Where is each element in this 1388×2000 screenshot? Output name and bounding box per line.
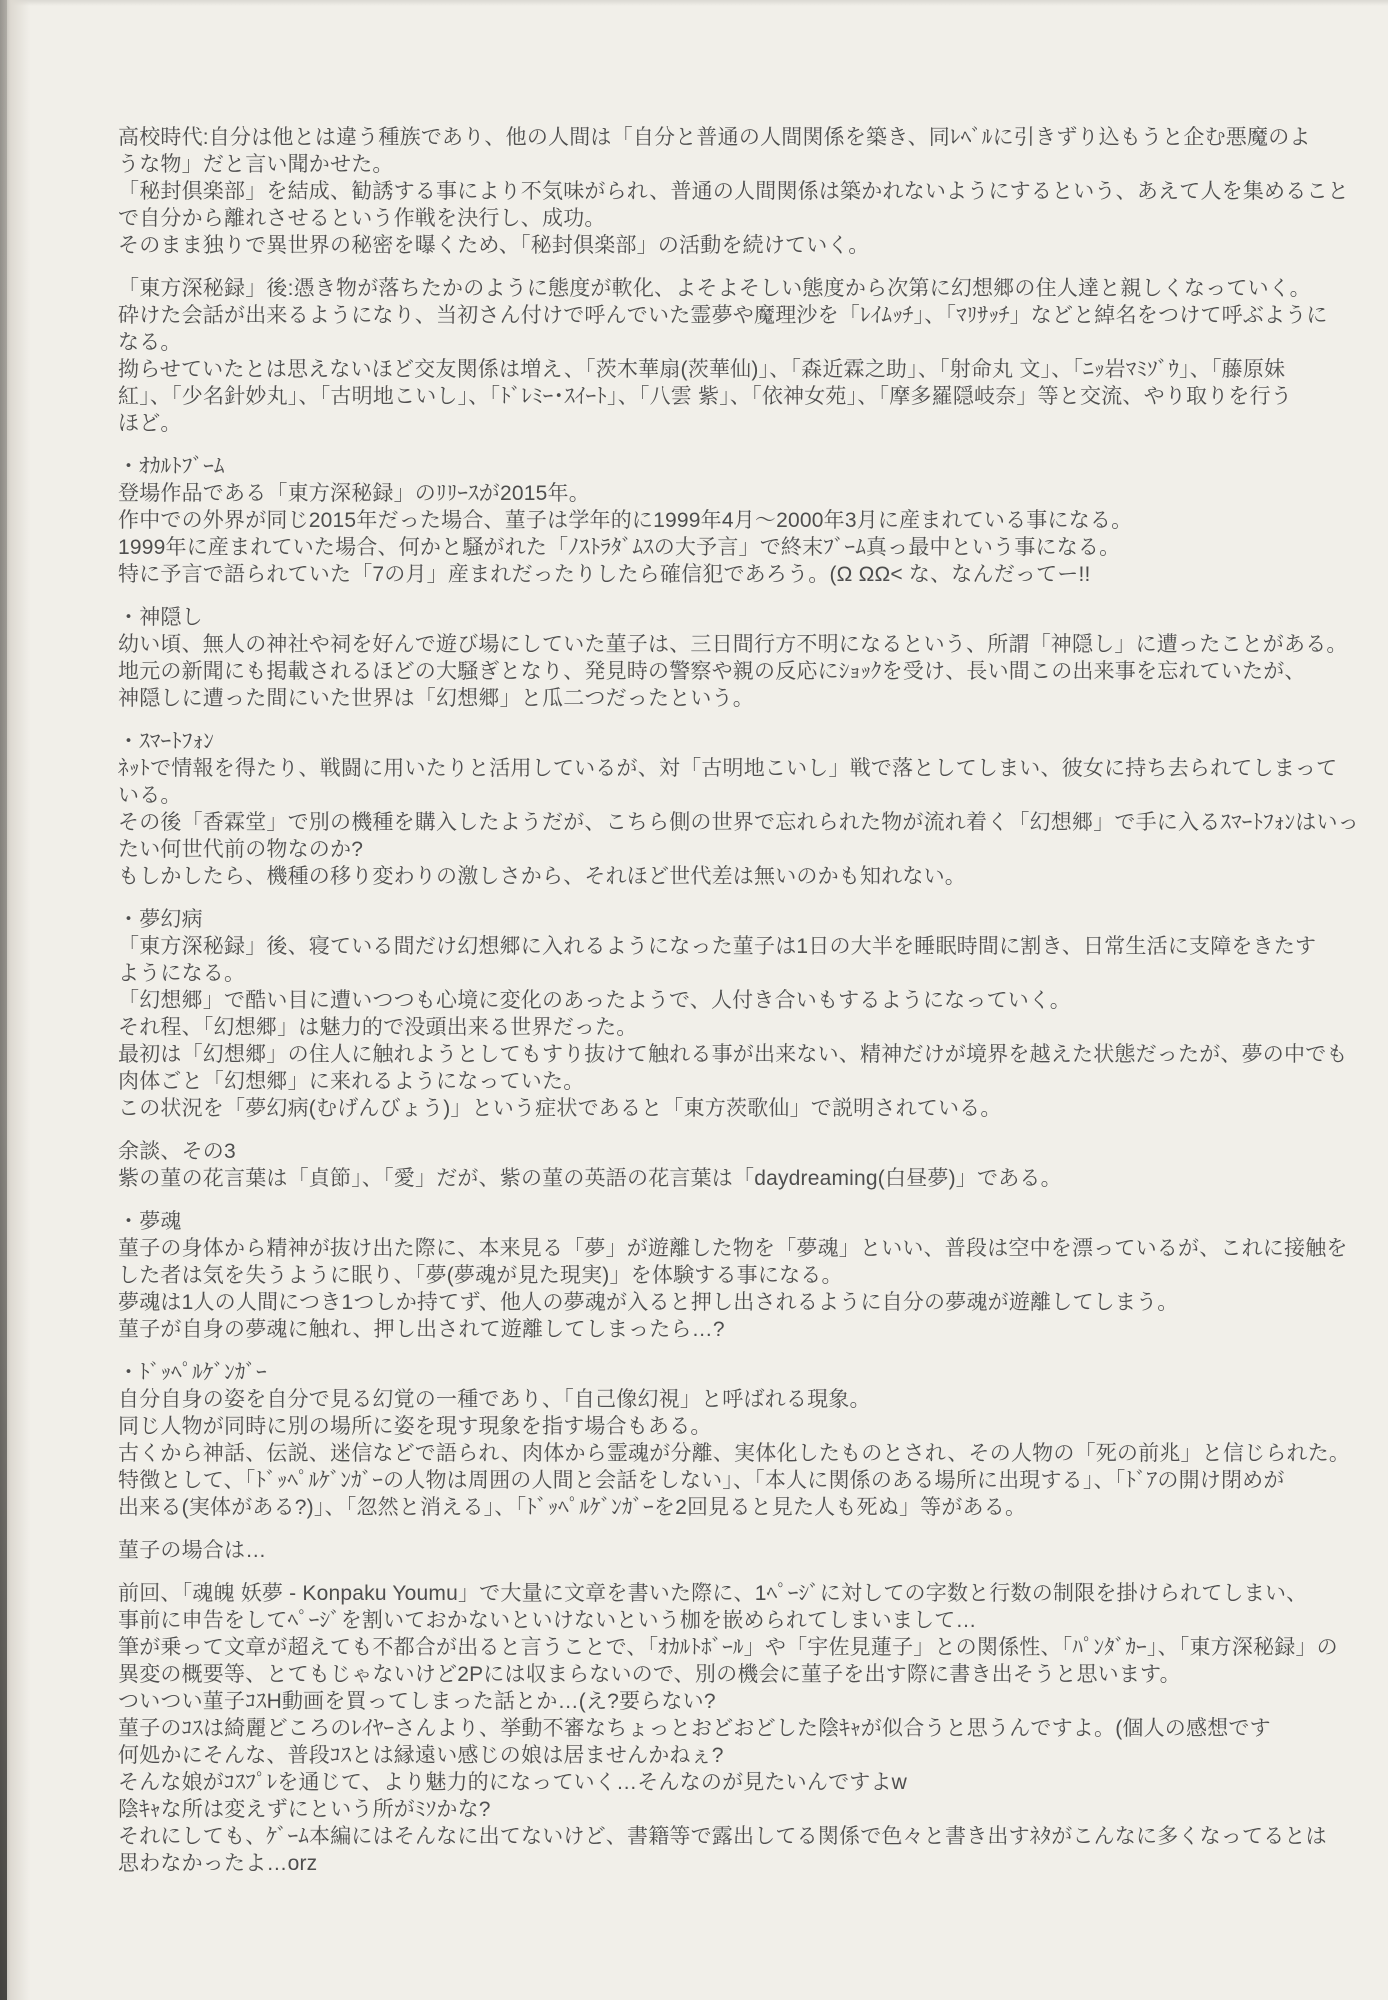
text-line: 出来る(実体がある?)」、「忽然と消える」、「ﾄﾞｯﾍﾟﾙｹﾞﾝｶﾞｰを2回見ると見た人も死ぬ」等がある。 bbox=[118, 1496, 1027, 1519]
text-line: 異変の概要等、とてもじゃないけど2Pには収まらないので、別の機会に菫子を出す際に書き出そうと思います。 bbox=[118, 1663, 1181, 1686]
text-line: 古くから神話、伝説、迷信などで語られ、肉体から霊魂が分離、実体化したものとされ、その人物の「死の前兆」と信じられた。 bbox=[118, 1442, 1351, 1465]
text-section bbox=[118, 124, 1353, 259]
text-line: 幼い頃、無人の神社や祠を好んで遊び場にしていた菫子は、三日間行方不明になるという、所謂「神隠し」に遭ったことがある。 bbox=[118, 633, 1348, 656]
text-line: ・夢魂 bbox=[118, 1210, 182, 1233]
text-line: 地元の新聞にも掲載されるほどの大騒ぎとなり、発見時の警察や親の反応にｼｮｯｸを受け、長い間この出来事を忘れていたが、 bbox=[118, 660, 1306, 683]
text-section bbox=[118, 1580, 1353, 1877]
text-line: ・夢幻病 bbox=[118, 908, 203, 931]
text-section bbox=[118, 1537, 1353, 1564]
text-section bbox=[118, 1138, 1353, 1192]
text-line: 特に予言で語られていた「7の月」産まれだったりしたら確信犯であろう。(Ω ΩΩ< な、なんだってー!! bbox=[118, 563, 1091, 586]
text-line: 神隠しに遭った間にいた世界は「幻想郷」と瓜二つだったという。 bbox=[118, 687, 754, 710]
text-line: 菫子が自身の夢魂に触れ、押し出されて遊離してしまったら…? bbox=[118, 1318, 725, 1341]
text-line: なる。 bbox=[118, 331, 182, 354]
text-line: した者は気を失うように眠り、「夢(夢魂が見た現実)」を体験する事になる。 bbox=[118, 1264, 843, 1287]
text-line: もしかしたら、機種の移り変わりの激しさから、それほど世代差は無いのかも知れない。 bbox=[118, 865, 966, 888]
text-line: ようになる。 bbox=[118, 962, 246, 985]
text-line: 事前に申告をしてﾍﾟｰｼﾞを割いておかないといけないという枷を嵌められてしまいまして… bbox=[118, 1609, 977, 1632]
text-line: 菫子の身体から精神が抜け出た際に、本来見る「夢」が遊離した物を「夢魂」といい、普段は空中を漂っているが、これに接触を bbox=[118, 1237, 1348, 1260]
page-left-edge-shadow bbox=[0, 0, 30, 2000]
text-section bbox=[118, 1208, 1353, 1343]
text-section bbox=[118, 604, 1353, 712]
text-line: 作中での外界が同じ2015年だった場合、菫子は学年的に1999年4月〜2000年3月に産まれている事になる。 bbox=[118, 509, 1133, 532]
text-line: 「秘封倶楽部」を結成、勧誘する事により不気味がられ、普通の人間関係は築かれないようにするという、あえて人を集めること bbox=[118, 180, 1349, 203]
page-left-edge-dark-strip bbox=[0, 0, 7, 2000]
text-line: 高校時代:自分は他とは違う種族であり、他の人間は「自分と普通の人間関係を築き、同ﾚﾍﾞﾙに引きずり込もうと企む悪魔のよ bbox=[118, 126, 1311, 149]
text-line: 「東方深秘録」後、寝ている間だけ幻想郷に入れるようになった菫子は1日の大半を睡眠時間に割き、日常生活に支障をきたす bbox=[118, 935, 1317, 958]
text-line: 登場作品である「東方深秘録」のﾘﾘｰｽが2015年。 bbox=[118, 482, 590, 505]
text-line: 夢魂は1人の人間につき1つしか持てず、他人の夢魂が入ると押し出されるように自分の夢魂が遊離してしまう。 bbox=[118, 1291, 1179, 1314]
text-line: 菫子の場合は… bbox=[118, 1539, 267, 1562]
text-section bbox=[118, 1359, 1353, 1521]
text-line: その後「香霖堂」で別の機種を購入したようだが、こちら側の世界で忘れられた物が流れ着く「幻想郷」で手に入るｽﾏｰﾄﾌｫﾝはいっ bbox=[118, 811, 1359, 834]
text-line: そんな娘がｺｽﾌﾟﾚを通じて、より魅力的になっていく…そんなのが見たいんですよw bbox=[118, 1771, 908, 1794]
text-line: それ程、「幻想郷」は魅力的で没頭出来る世界だった。 bbox=[118, 1016, 638, 1039]
text-section bbox=[118, 453, 1353, 588]
text-line: 何処かにそんな、普段ｺｽとは縁遠い感じの娘は居ませんかねぇ? bbox=[118, 1744, 724, 1767]
text-line: ・ｽﾏｰﾄﾌｫﾝ bbox=[118, 730, 215, 753]
text-line: 思わなかったよ…orz bbox=[118, 1852, 318, 1875]
text-line: うな物」だと言い聞かせた。 bbox=[118, 153, 394, 176]
text-line: ﾈｯﾄで情報を得たり、戦闘に用いたりと活用しているが、対「古明地こいし」戦で落としてしまい、彼女に持ち去られてしまって bbox=[118, 757, 1338, 780]
text-line: 前回、「魂魄 妖夢 - Konpaku Youmu」で大量に文章を書いた際に、1ﾍﾟｰｼﾞに対しての字数と行数の制限を掛けられてしまい、 bbox=[118, 1582, 1308, 1605]
page-top-edge-shadow bbox=[0, 0, 1388, 6]
text-line: 同じ人物が同時に別の場所に姿を現す現象を指す場合もある。 bbox=[118, 1415, 712, 1438]
text-line: 陰ｷｬな所は変えずにという所がﾐｿかな? bbox=[118, 1798, 491, 1821]
text-line: たい何世代前の物なのか? bbox=[118, 838, 364, 861]
text-line: 特徴として、「ﾄﾞｯﾍﾟﾙｹﾞﾝｶﾞｰの人物は周囲の人間と会話をしない」、「本人に関係のある場所に出現する」、「ﾄﾞｱの開け閉めが bbox=[118, 1469, 1285, 1492]
text-section bbox=[118, 728, 1359, 890]
document-text bbox=[118, 124, 1359, 1893]
text-section bbox=[118, 275, 1353, 437]
text-line: 砕けた会話が出来るようになり、当初さん付けで呼んでいた霊夢や魔理沙を「ﾚｲﾑｯﾁ」、「ﾏﾘｻｯﾁ」などと綽名をつけて呼ぶように bbox=[118, 304, 1328, 327]
text-line: 「幻想郷」で酷い目に遭いつつも心境に変化のあったようで、人付き合いもするようになっていく。 bbox=[118, 989, 1071, 1012]
text-line: で自分から離れさせるという作戦を決行し、成功。 bbox=[118, 207, 606, 230]
text-line: 菫子のｺｽは綺麗どころのﾚｲﾔｰさんより、挙動不審なちょっとおどおどした陰ｷｬが似合うと思うんですよ。(個人の感想です bbox=[118, 1717, 1271, 1740]
text-line: いる。 bbox=[118, 784, 182, 807]
text-line: そのまま独りで異世界の秘密を曝くため、「秘封倶楽部」の活動を続けていく。 bbox=[118, 234, 870, 257]
text-line: 紫の菫の花言葉は「貞節」、「愛」だが、紫の菫の英語の花言葉は「daydreaming(白昼夢)」である。 bbox=[118, 1167, 1062, 1190]
text-line: ・ﾄﾞｯﾍﾟﾙｹﾞﾝｶﾞｰ bbox=[118, 1361, 267, 1384]
text-line: 紅」、「少名針妙丸」、「古明地こいし」、「ﾄﾞﾚﾐｰ･ｽｲｰﾄ」、「八雲 紫」、「依神女苑」、「摩多羅隠岐奈」等と交流、やり取りを行う bbox=[118, 385, 1293, 408]
text-line: 肉体ごと「幻想郷」に来れるようになっていた。 bbox=[118, 1070, 585, 1093]
text-line: ・ｵｶﾙﾄﾌﾞｰﾑ bbox=[118, 455, 225, 478]
text-line: 筆が乗って文章が超えても不都合が出ると言うことで、「ｵｶﾙﾄﾎﾞｰﾙ」や「宇佐見蓮子」との関係性、「ﾊﾟﾝﾀﾞｶｰ」、「東方深秘録」の bbox=[118, 1636, 1338, 1659]
text-line: 自分自身の姿を自分で見る幻覚の一種であり、「自己像幻視」と呼ばれる現象。 bbox=[118, 1388, 871, 1411]
text-line: 拗らせていたとは思えないほど交友関係は増え、「茨木華扇(茨華仙)」、「森近霖之助」、「射命丸 文」、「ﾆｯ岩ﾏﾐｿﾞｳ」、「藤原妹 bbox=[118, 358, 1286, 381]
text-section bbox=[118, 906, 1353, 1122]
text-line: ・神隠し bbox=[118, 606, 203, 629]
text-line: 最初は「幻想郷」の住人に触れようとしてもすり抜けて触れる事が出来ない、精神だけが境界を越えた状態だったが、夢の中でも bbox=[118, 1043, 1348, 1066]
text-line: 1999年に産まれていた場合、何かと騒がれた「ﾉｽﾄﾗﾀﾞﾑｽの大予言」で終末ﾌﾞｰﾑ真っ最中という事になる。 bbox=[118, 536, 1121, 559]
text-line: ついつい菫子ｺｽH動画を買ってしまった話とか…(え?要らない? bbox=[118, 1690, 716, 1713]
text-line: 「東方深秘録」後:憑き物が落ちたかのように態度が軟化、よそよそしい態度から次第に幻想郷の住人達と親しくなっていく。 bbox=[118, 277, 1311, 300]
text-line: この状況を「夢幻病(むげんびょう)」という症状であると「東方茨歌仙」で説明されている。 bbox=[118, 1097, 1002, 1120]
text-line: 余談、その3 bbox=[118, 1140, 236, 1163]
text-line: それにしても、ｹﾞｰﾑ本編にはそんなに出てないけど、書籍等で露出してる関係で色々と書き出すﾈﾀがこんなに多くなってるとは bbox=[118, 1825, 1327, 1848]
text-line: ほど。 bbox=[118, 412, 182, 435]
